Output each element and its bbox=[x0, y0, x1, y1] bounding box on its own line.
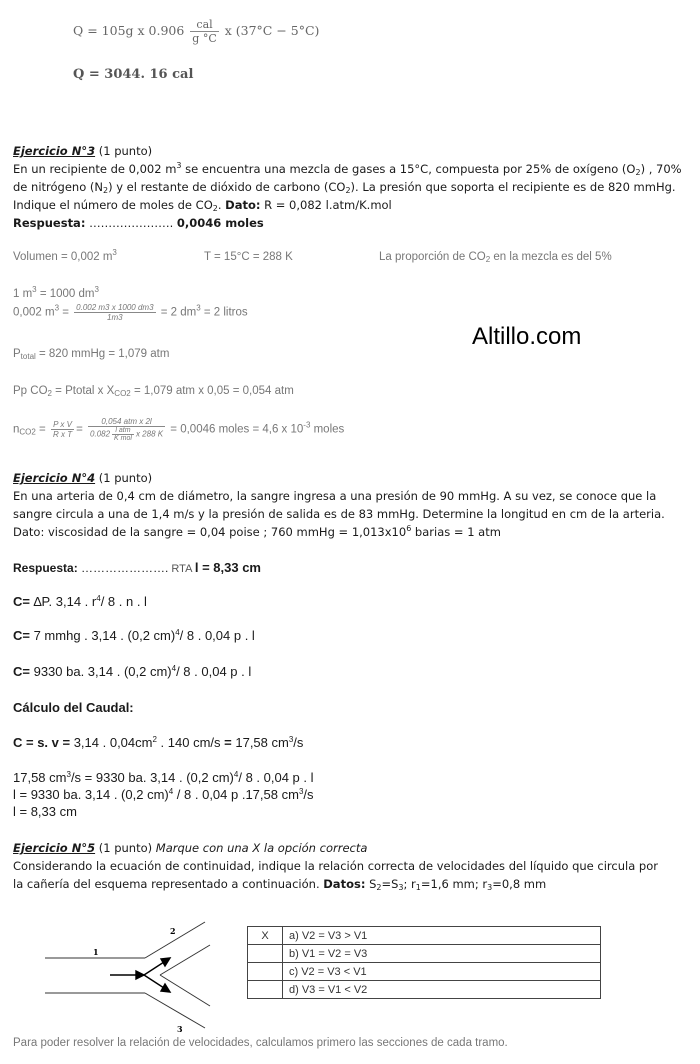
gas-constant-units: $\frac{\text{l atm}}{\text{K mol}}$ bbox=[114, 427, 132, 442]
ex4-statement-line2: sangre circula a una de 1,4 m/s y la presión de salida es de 83 mmHg. Determine la longitud en cm de la arteria. bbox=[13, 507, 665, 521]
conversion-fraction: $\frac{0.002 m3 x 1000 dm3}{1m3}$ bbox=[76, 303, 154, 322]
option-row[interactable] bbox=[248, 963, 601, 981]
ex4-formula-2: C= 7 mmhg . 3,14 . (0,2 cm)$^4$/ 8 . 0,04 p . l bbox=[13, 628, 255, 643]
options-table bbox=[247, 926, 601, 999]
flow-arrow-2 bbox=[144, 962, 164, 975]
ex3-volume: Volumen = 0,002 $m^3$ bbox=[13, 248, 117, 263]
ex3-partial-pressure: Pp $CO_2$ = Ptotal x $X_{CO2} = 1,079$ atm x 0,05 = 0,054 atm bbox=[13, 385, 294, 398]
ex4-caudal-formula: C = s. v = 3,14 . $0,04cm^2$ . 140 cm/s = 17,58 $cm^3/s$ bbox=[13, 735, 304, 750]
ex4-formula-1: C= ∆P. 3,14 . $r^4/$ 8 . n . l bbox=[13, 594, 147, 609]
moles-fraction: 0,054 atm x 2l 0.082 $\frac{\text{l atm}}{\text{K mol}}$ x 288 K bbox=[90, 417, 164, 442]
ex3-temperature: T = 15°C = 288 K bbox=[204, 251, 293, 263]
diagram-label-3: 3 bbox=[177, 1024, 183, 1034]
ex3-proportion: La proporción de $CO_2$ en la mezcla es del 5% bbox=[379, 251, 612, 264]
q-result: Q = 3044. 16 cal bbox=[73, 67, 194, 82]
ex5-statement-line1: Considerando la ecuación de continuidad, indique la relación correcta de velocidades del líquido que circula por bbox=[13, 859, 658, 873]
ex3-statement-line3: Indique el número de moles de $CO_2$. Dato: R = 0,082 l.atm/K.mol bbox=[13, 198, 392, 213]
ideal-gas-fraction: $\frac{\text{P x V}}{\text{R x T}}$ bbox=[52, 420, 73, 439]
ex4-statement-line1: En una arteria de 0,4 cm de diámetro, la sangre ingresa a una presión de 90 mmHg. A su vez, se conoce que la bbox=[13, 489, 657, 503]
flow-arrowhead-1 bbox=[136, 971, 144, 979]
option-row[interactable] bbox=[248, 927, 601, 945]
ex4-formula-3: C= 9330 ba. 3,14 . (0,2 cm)$^4$/ 8 . 0,04 p . l bbox=[13, 664, 252, 679]
option-text: d) V3 = V1 < V2 bbox=[283, 981, 601, 999]
ex4-result-1: 17,58 $cm^3/s = 9330$ ba. 3,14 . (0,2 cm)$^4$/ 8 . 0,04 p . l bbox=[13, 770, 314, 785]
pipe-diagram bbox=[40, 918, 240, 1038]
ex3-statement-line2: de nitrógeno $(N_2)$ y el restante de dióxido de carbono $(CO_2)$. La presión que soporta el recipiente es de 820 mmHg. bbox=[13, 180, 676, 195]
watermark-logo: Altillo.com bbox=[472, 323, 582, 350]
q-formula: Q = 105g x 0.906 $\frac{\text{cal}}{g ^\circ C}$ x (37°C − 5°C) bbox=[73, 18, 320, 45]
flow-arrowhead-2 bbox=[161, 958, 170, 966]
ex5-footer: Para poder resolver la relación de velocidades, calculamos primero las secciones de cada tramo. bbox=[13, 1037, 508, 1049]
option-mark-cell[interactable] bbox=[248, 981, 283, 999]
q-fraction: $\frac{\text{cal}}{g ^\circ C}$ bbox=[192, 18, 217, 45]
ex4-result-2: l = 9330 ba. 3,14 . (0,2 cm)$^4$ / 8 . 0,04 p .17,58 $cm^3/s$ bbox=[13, 787, 314, 802]
ex5-statement-line2: la cañería del esquema representado a continuación. Datos: $S_2=S_3$; $r_1=1,6$ mm; $r_3=0,8$ mm bbox=[13, 877, 547, 892]
ex4-heading: Ejercicio N°4 (1 punto) bbox=[13, 471, 153, 485]
pipe-branch3-outer-wall bbox=[145, 993, 205, 1028]
ex5-instruction: Marque con una X la opción correcta bbox=[155, 841, 368, 855]
ex3-ptotal: $P_{total} = 820$ mmHg = 1,079 atm bbox=[13, 348, 170, 361]
ex3-title: Ejercicio N°3 bbox=[13, 144, 96, 158]
ex5-heading: Ejercicio N°5 (1 punto) Marque con una X la opción correcta bbox=[13, 841, 368, 855]
option-text: b) V1 = V2 = V3 bbox=[283, 945, 601, 963]
option-mark-cell[interactable]: X bbox=[248, 927, 283, 945]
ex4-title: Ejercicio N°4 bbox=[13, 471, 96, 485]
ex4-caudal-title: Cálculo del Caudal: bbox=[13, 700, 134, 715]
option-mark-cell[interactable] bbox=[248, 963, 283, 981]
diagram-label-2: 2 bbox=[170, 926, 176, 936]
diagram-label-1: 1 bbox=[93, 947, 99, 957]
flow-arrowhead-3 bbox=[161, 984, 170, 992]
option-mark-cell[interactable] bbox=[248, 945, 283, 963]
ex3-conversion-2: 0,002 $m^3$ = $\frac{0.002 m3 x 1000 dm3}{1m3}$ = 2 $dm^3 = 2$ litros bbox=[13, 303, 248, 322]
ex3-moles-formula: $n_{CO2}$ = $\frac{\text{P x V}}{\text{R x T}}$ = 0,054 atm x 2l 0.082 $\frac{\text{l atm}}{\text{K mol}}$ x 288 K = 0,0046 moles = 4,6 x $10^{-3}$ moles bbox=[13, 417, 345, 442]
ex5-title: Ejercicio N°5 bbox=[13, 841, 96, 855]
flow-arrow-3 bbox=[144, 975, 164, 988]
ex3-conversion-1: 1 $m^3 = 1000$ $dm^3$ bbox=[13, 285, 99, 300]
ex4-answer: Respuesta: …………………. RTA l = 8,33 cm bbox=[13, 560, 261, 575]
ex4-result-3: l = 8,33 cm bbox=[13, 804, 77, 819]
ex3-statement-line1: En un recipiente de 0,002 $m^3$ se encuentra una mezcla de gases a 15°C, compuesta por 25% de oxígeno $(O_2)$ , 70% bbox=[13, 161, 682, 177]
ex4-statement-line3: Dato: viscosidad de la sangre = 0,04 poise ; 760 mmHg = $1,013x10^6$ barias = 1 atm bbox=[13, 524, 501, 539]
option-row[interactable] bbox=[248, 945, 601, 963]
option-text: a) V2 = V3 > V1 bbox=[283, 927, 601, 945]
option-text: c) V2 = V3 < V1 bbox=[283, 963, 601, 981]
option-row[interactable] bbox=[248, 981, 601, 999]
ex3-answer: Respuesta: …………………. 0,0046 moles bbox=[13, 216, 264, 230]
ex3-heading: Ejercicio N°3 (1 punto) bbox=[13, 144, 153, 158]
